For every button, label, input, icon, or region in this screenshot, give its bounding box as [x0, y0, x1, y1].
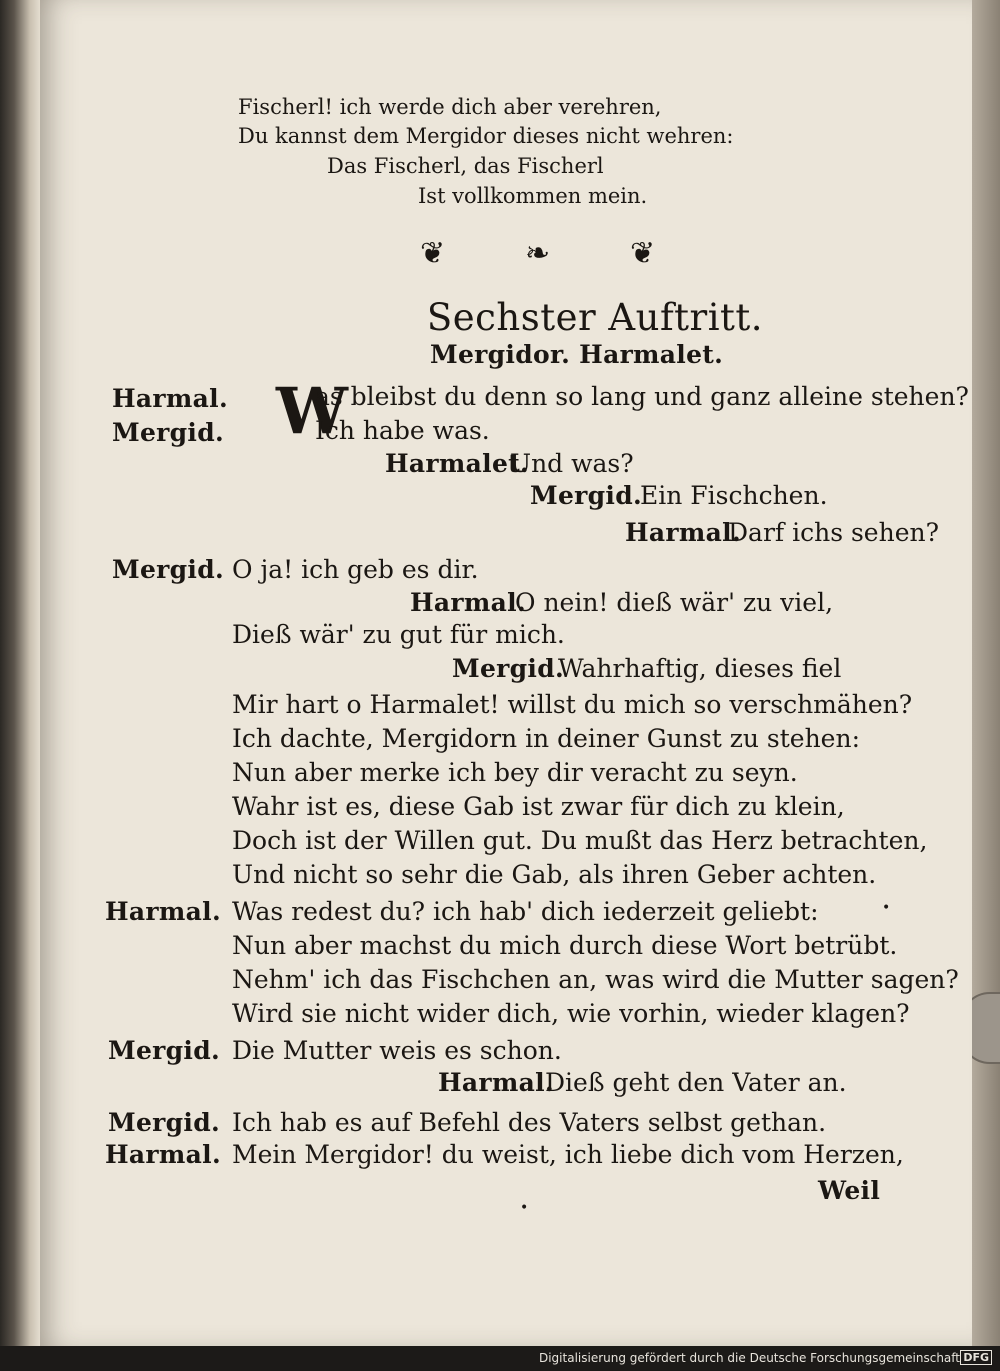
- song-line-2: Du kannst dem Mergidor dieses nicht wehren:: [238, 124, 734, 148]
- dialogue-line: Und was?: [510, 449, 634, 478]
- dialogue-line: Wahrhaftig, dieses fiel: [558, 654, 842, 683]
- speaker-label: Harmal.: [112, 384, 228, 413]
- book-spine: [0, 0, 40, 1371]
- footer-bar: [0, 1346, 1000, 1371]
- dialogue-line: Wird sie nicht wider dich, wie vorhin, wieder klagen?: [232, 999, 910, 1028]
- dialogue-line: Was redest du? ich hab' dich iederzeit geliebt:: [232, 897, 819, 926]
- dialogue-line: O ja! ich geb es dir.: [232, 555, 479, 584]
- speaker-label: Mergid.: [108, 1036, 221, 1065]
- footer-credit: Digitalisierung gefördert durch die Deutsche Forschungsgemeinschaft: [538, 1351, 960, 1365]
- song-line-1: Fischerl! ich werde dich aber verehren,: [238, 95, 662, 119]
- speaker-label: Mergid.: [112, 555, 225, 584]
- dialogue-line: Doch ist der Willen gut. Du mußt das Herz betrachten,: [232, 826, 928, 855]
- speaker-label: Harmal.: [625, 518, 741, 547]
- book-page: [40, 0, 972, 1346]
- dfg-logo: DFG: [960, 1350, 992, 1365]
- fleuron-icon: ❦: [630, 236, 656, 271]
- speaker-label: Harmal.: [105, 897, 221, 926]
- dialogue-line: Ich hab es auf Befehl des Vaters selbst gethan.: [232, 1108, 827, 1137]
- dialogue-line: Wahr ist es, diese Gab ist zwar für dich zu klein,: [232, 792, 845, 821]
- dialogue-line: Nun aber merke ich bey dir veracht zu seyn.: [232, 758, 798, 787]
- dialogue-line: Ich habe was.: [315, 416, 490, 445]
- speaker-label: Mergid.: [530, 481, 643, 510]
- ornament-divider: [420, 236, 750, 276]
- fleuron-icon: ❧: [525, 236, 551, 271]
- dialogue-line: Ein Fischchen.: [640, 481, 828, 510]
- scene-title: Sechster Auftritt.: [426, 296, 764, 339]
- fleuron-icon: ❦: [420, 236, 446, 271]
- song-line-3: Das Fischerl, das Fischerl: [327, 154, 604, 178]
- catchword: Weil: [818, 1176, 881, 1205]
- dialogue-line: O nein! dieß wär' zu viel,: [515, 588, 834, 617]
- speaker-label: Harmalet.: [385, 449, 529, 478]
- speaker-label: Mergid.: [112, 418, 225, 447]
- dialogue-line: Und nicht so sehr die Gab, als ihren Geber achten.: [232, 860, 877, 889]
- speaker-label: Harmal.: [105, 1140, 221, 1169]
- dialogue-line: Die Mutter weis es schon.: [232, 1036, 562, 1065]
- ink-speck: •: [520, 1200, 529, 1216]
- dialogue-line: Dieß geht den Vater an.: [545, 1068, 847, 1097]
- speaker-label: Mergid.: [108, 1108, 221, 1137]
- ink-speck: •: [882, 900, 891, 916]
- page-edge: [968, 0, 1000, 1346]
- dialogue-line: Mein Mergidor! du weist, ich liebe dich vom Herzen,: [232, 1140, 904, 1169]
- dialogue-line: Dieß wär' zu gut für mich.: [232, 620, 565, 649]
- drop-cap: W: [276, 374, 348, 449]
- speaker-label: Harmal.: [410, 588, 526, 617]
- dialogue-line: Mir hart o Harmalet! willst du mich so verschmähen?: [232, 690, 913, 719]
- scene-cast: Mergidor. Harmalet.: [430, 340, 724, 369]
- dialogue-line: Nehm' ich das Fischchen an, was wird die Mutter sagen?: [232, 965, 959, 994]
- dialogue-line: Ich dachte, Mergidorn in deiner Gunst zu stehen:: [232, 724, 861, 753]
- speaker-label: Mergid.: [452, 654, 565, 683]
- speaker-label: Harmal.: [438, 1068, 554, 1097]
- dialogue-line: as bleibst du denn so lang und ganz alleine stehen?: [315, 382, 969, 411]
- song-line-4: Ist vollkommen mein.: [418, 184, 648, 208]
- dialogue-line: Darf ichs sehen?: [728, 518, 939, 547]
- dialogue-line: Nun aber machst du mich durch diese Wort betrübt.: [232, 931, 898, 960]
